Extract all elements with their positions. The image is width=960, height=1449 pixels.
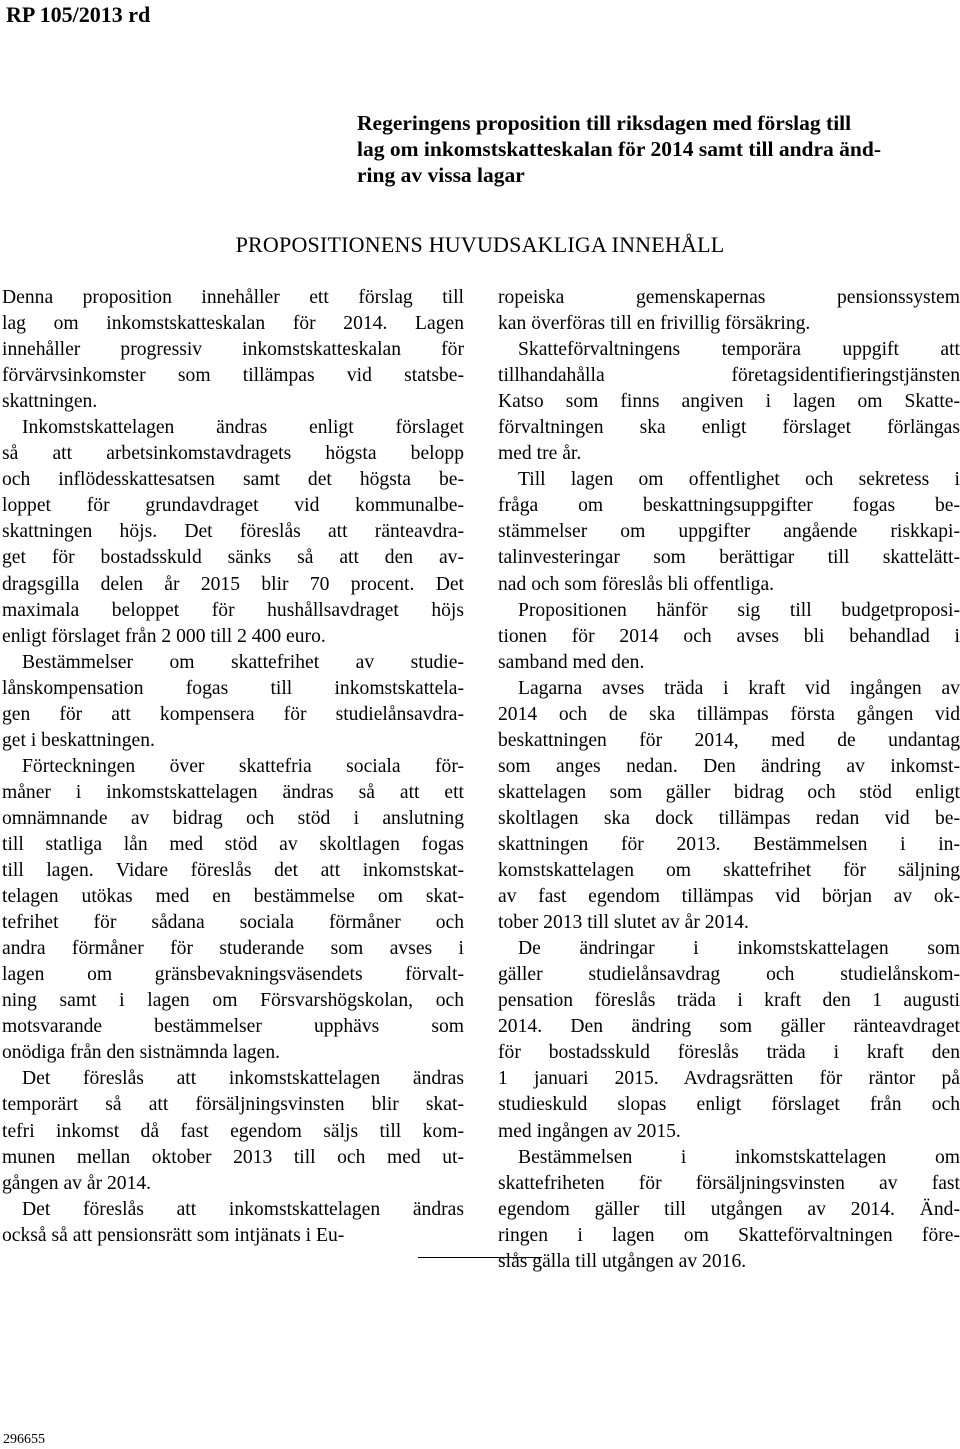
text-line: så att arbetsinkomstavdragets högsta belopp — [2, 443, 464, 465]
text-line: av fast egendom tillämpas vid början av ok- — [498, 886, 960, 908]
text-line: nad och som föreslås bli offentliga. — [498, 573, 775, 595]
text-line: kan överföras till en frivillig försäkring. — [498, 313, 811, 335]
text-line: förvaltningen ska enligt förslaget förlängas — [498, 417, 960, 439]
text-line: Det föreslås att inkomstskattelagen ändras — [22, 1068, 464, 1090]
text-line: omnämnande av bidrag och stöd i anslutning — [2, 807, 464, 829]
text-line: 2014. Den ändring som gäller ränteavdraget — [498, 1016, 960, 1038]
text-line: med tre år. — [498, 443, 582, 465]
text-line: skoltlagen ska dock tillämpas redan vid be- — [498, 807, 960, 829]
text-line: gen för att kompensera för studielånsavdra- — [2, 703, 464, 725]
text-line: gäller studielånsavdrag och studielånskom- — [498, 964, 960, 986]
text-line: skattefriheten för försäljningsvinsten av fast — [498, 1172, 960, 1194]
text-line: talinvesteringar som berättigar till skattelätt- — [498, 547, 960, 569]
document-number: RP 105/2013 rd — [6, 2, 151, 27]
left-column — [2, 285, 464, 1249]
text-line: tefrihet för sådana sociala förmåner och — [2, 912, 464, 934]
text-line: gången av år 2014. — [2, 1172, 152, 1194]
text-line: loppet för grundavdraget vid kommunalbe- — [2, 495, 464, 517]
text-line: stämmelser om uppgifter angående riskkapi- — [498, 521, 960, 543]
text-line: munen mellan oktober 2013 till och med ut- — [2, 1146, 464, 1168]
text-line: innehåller progressiv inkomstskatteskalan för — [2, 339, 464, 361]
title-line: ring av vissa lagar — [357, 163, 525, 187]
text-line: slås gälla till utgången av 2016. — [498, 1250, 747, 1272]
text-line: ropeiska gemenskapernas pensionssystem — [498, 287, 960, 308]
text-line: till statliga lån med stöd av skoltlagen fogas — [2, 833, 464, 855]
text-line: onödiga från den sistnämnda lagen. — [2, 1042, 281, 1064]
text-line: pensation föreslås träda i kraft den 1 augusti — [498, 990, 960, 1012]
text-line: lagen om gränsbevakningsväsendets förvalt- — [2, 964, 464, 986]
text-line: tefri inkomst då fast egendom säljs till kom- — [2, 1120, 464, 1142]
text-line: Propositionen hänför sig till budgetproposi- — [518, 599, 960, 621]
text-line: tillhandahålla företagsidentifieringstjänsten — [498, 365, 960, 387]
text-line: förvärvsinkomster som tillämpas vid statsbe- — [2, 365, 464, 387]
text-line: skattningen för 2013. Bestämmelsen i in- — [498, 833, 960, 855]
text-line: skattningen. — [2, 391, 98, 413]
text-line: måner i inkomstskattelagen ändras så att ett — [2, 781, 464, 803]
text-line: Katso som finns angiven i lagen om Skatte- — [498, 391, 960, 413]
text-line: tionen för 2014 och avses bli behandlad i — [498, 625, 960, 647]
text-line: Inkomstskattelagen ändras enligt förslaget — [22, 417, 464, 439]
text-line: skattelagen som gäller bidrag och stöd enligt — [498, 781, 960, 803]
text-line: Skatteförvaltningens temporära uppgift att — [518, 339, 960, 361]
text-line: lånskompensation fogas till inkomstskattela- — [2, 677, 464, 699]
text-line: De ändringar i inkomstskattelagen som — [518, 938, 960, 960]
text-line: Det föreslås att inkomstskattelagen ändras — [22, 1198, 464, 1220]
text-line: samband med den. — [498, 651, 645, 673]
text-line: get i beskattningen. — [2, 729, 155, 751]
text-line: Förteckningen över skattefria sociala för- — [22, 755, 464, 777]
text-line: lag om inkomstskatteskalan för 2014. Lagen — [2, 313, 464, 335]
text-line: Bestämmelser om skattefrihet av studie- — [22, 651, 464, 673]
text-line: komstskattelagen om skattefrihet för säljning — [498, 860, 960, 882]
text-line: Bestämmelsen i inkomstskattelagen om — [518, 1146, 960, 1168]
text-line: Till lagen om offentlighet och sekretess i — [518, 469, 960, 491]
text-line: och inflödesskattesatsen samt det högsta be- — [2, 469, 464, 491]
text-line: fråga om beskattningsuppgifter fogas be- — [498, 495, 960, 517]
proposition-title — [357, 110, 957, 188]
text-line: dragsgilla delen år 2015 blir 70 procent. Det — [2, 573, 464, 595]
right-column — [498, 285, 960, 1275]
text-line: maximala beloppet för hushållsavdraget höjs — [2, 599, 464, 621]
text-line: studieskuld slopas enligt förslaget från och — [498, 1094, 960, 1116]
text-line: med ingången av 2015. — [498, 1120, 681, 1142]
text-line: för bostadsskuld föreslås träda i kraft den — [498, 1042, 960, 1064]
text-line: enligt förslaget från 2 000 till 2 400 euro. — [2, 625, 326, 647]
text-line: egendom gäller till utgången av 2014. Änd- — [498, 1198, 960, 1220]
text-line: Lagarna avses träda i kraft vid ingången av — [518, 677, 960, 699]
text-line: skattningen höjs. Det föreslås att ränteavdra- — [2, 521, 464, 543]
text-line: telagen utökas med en bestämmelse om skat- — [2, 886, 464, 908]
text-line: motsvarande bestämmelser upphävs som — [2, 1016, 464, 1038]
text-line: som anges nedan. Den ändring av inkomst- — [498, 755, 960, 777]
text-line: Denna proposition innehåller ett förslag till — [2, 287, 464, 308]
text-line: till lagen. Vidare föreslås det att inkomstskat- — [2, 860, 464, 882]
title-line: lag om inkomstskatteskalan för 2014 samt till andra änd- — [357, 137, 882, 161]
section-heading: PROPOSITIONENS HUVUDSAKLIGA INNEHÅLL — [235, 232, 725, 257]
text-line: också så att pensionsrätt som intjänats i Eu- — [2, 1224, 345, 1246]
end-rule — [418, 1257, 542, 1258]
footer-code: 296655 — [3, 1432, 45, 1447]
text-line: ringen i lagen om Skatteförvaltningen före- — [498, 1224, 960, 1246]
text-line: temporärt så att försäljningsvinsten blir skat- — [2, 1094, 464, 1116]
text-line: beskattningen för 2014, med de undantag — [498, 729, 960, 751]
text-line: andra förmåner för studerande som avses i — [2, 938, 464, 960]
text-line: tober 2013 till slutet av år 2014. — [498, 912, 749, 934]
text-line: ning samt i lagen om Försvarshögskolan, och — [2, 990, 464, 1012]
title-line: Regeringens proposition till riksdagen med förslag till — [357, 111, 852, 135]
text-line: 2014 och de ska tillämpas första gången vid — [498, 703, 960, 725]
text-line: get för bostadsskuld sänks så att den av- — [2, 547, 464, 569]
text-line: 1 januari 2015. Avdragsrätten för räntor på — [498, 1068, 960, 1090]
